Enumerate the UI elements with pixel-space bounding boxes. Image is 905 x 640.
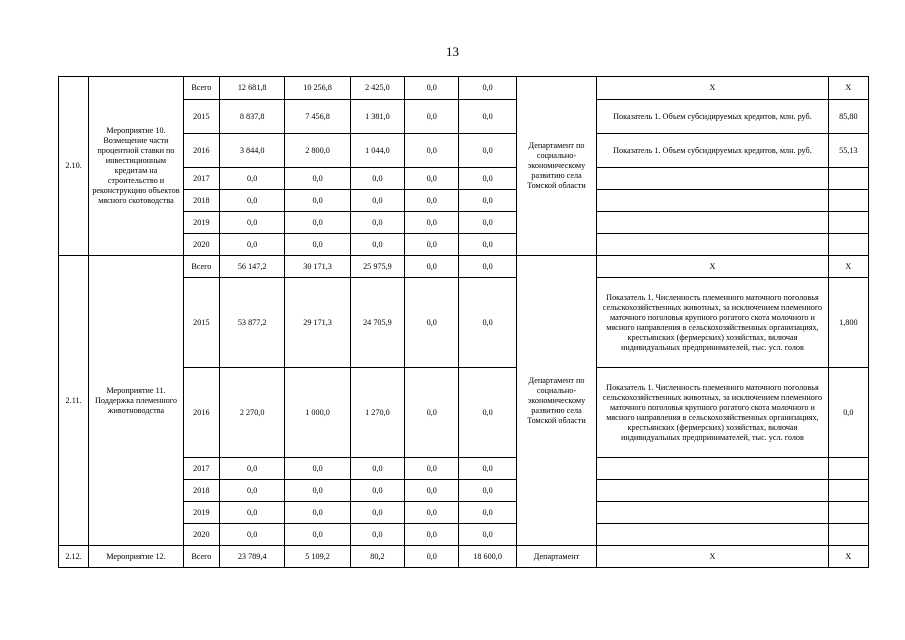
indicator-value-cell: Х (828, 546, 868, 568)
regional-cell: 0,0 (350, 190, 404, 212)
page-number: 13 (446, 44, 459, 59)
other-cell: 0,0 (459, 502, 516, 524)
local-cell: 0,0 (405, 234, 459, 256)
indicator-cell: Показатель 1. Объем субсидируемых кредитов, млн. руб. (597, 134, 828, 168)
federal-cell: 0,0 (285, 234, 350, 256)
total-cell: 3 844,0 (219, 134, 284, 168)
department-cell: Департамент по социально-экономическому развитию села Томской области (516, 256, 596, 546)
local-cell: 0,0 (405, 502, 459, 524)
regional-cell: 0,0 (350, 212, 404, 234)
federal-cell: 0,0 (285, 480, 350, 502)
federal-cell: 0,0 (285, 458, 350, 480)
department-cell: Департамент (516, 546, 596, 568)
year-cell: 2018 (183, 480, 219, 502)
federal-cell: 7 456,8 (285, 100, 350, 134)
other-cell: 18 600,0 (459, 546, 516, 568)
year-cell: Всего (183, 546, 219, 568)
total-cell: 0,0 (219, 458, 284, 480)
event-number: 2.10. (59, 77, 89, 256)
total-cell: 56 147,2 (219, 256, 284, 278)
regional-cell: 0,0 (350, 502, 404, 524)
event-number: 2.12. (59, 546, 89, 568)
event-name: Мероприятие 12. (89, 546, 184, 568)
table-row (59, 256, 869, 278)
other-cell: 0,0 (459, 212, 516, 234)
indicator-value-cell (828, 502, 868, 524)
other-cell: 0,0 (459, 524, 516, 546)
indicator-cell: Показатель 1. Численность племенного маточного поголовья сельскохозяйственных животных, за исключением племенного маточного поголовья крупного рогатого скота молочного и мясного направления в сельскохозяйственных организациях, крестьянских (фермерских) хозяйствах, включая индивидуальных предпринимателей, тыс. усл. голов (597, 278, 828, 368)
program-events-table (58, 76, 869, 568)
regional-cell: 80,2 (350, 546, 404, 568)
table-row (59, 546, 869, 568)
federal-cell: 0,0 (285, 212, 350, 234)
indicator-value-cell: 1,800 (828, 278, 868, 368)
federal-cell: 0,0 (285, 190, 350, 212)
total-cell: 12 681,8 (219, 77, 284, 100)
other-cell: 0,0 (459, 480, 516, 502)
indicator-cell (597, 212, 828, 234)
regional-cell: 0,0 (350, 524, 404, 546)
other-cell: 0,0 (459, 234, 516, 256)
federal-cell: 0,0 (285, 502, 350, 524)
indicator-value-cell: 55,13 (828, 134, 868, 168)
other-cell: 0,0 (459, 278, 516, 368)
local-cell: 0,0 (405, 134, 459, 168)
indicator-cell (597, 480, 828, 502)
year-cell: 2020 (183, 234, 219, 256)
federal-cell: 0,0 (285, 168, 350, 190)
indicator-value-cell (828, 190, 868, 212)
indicator-cell (597, 234, 828, 256)
total-cell: 0,0 (219, 212, 284, 234)
year-cell: 2015 (183, 100, 219, 134)
regional-cell: 24 705,9 (350, 278, 404, 368)
indicator-value-cell: 0,0 (828, 368, 868, 458)
total-cell: 0,0 (219, 480, 284, 502)
indicator-cell (597, 190, 828, 212)
federal-cell: 29 171,3 (285, 278, 350, 368)
other-cell: 0,0 (459, 190, 516, 212)
local-cell: 0,0 (405, 77, 459, 100)
total-cell: 8 837,8 (219, 100, 284, 134)
local-cell: 0,0 (405, 524, 459, 546)
local-cell: 0,0 (405, 480, 459, 502)
local-cell: 0,0 (405, 168, 459, 190)
department-cell: Департамент по социально-экономическому развитию села Томской области (516, 77, 596, 256)
total-cell: 53 877,2 (219, 278, 284, 368)
total-cell: 0,0 (219, 502, 284, 524)
total-cell: 0,0 (219, 168, 284, 190)
federal-cell: 5 109,2 (285, 546, 350, 568)
other-cell: 0,0 (459, 458, 516, 480)
local-cell: 0,0 (405, 256, 459, 278)
event-number: 2.11. (59, 256, 89, 546)
year-cell: 2017 (183, 168, 219, 190)
federal-cell: 0,0 (285, 524, 350, 546)
local-cell: 0,0 (405, 278, 459, 368)
indicator-cell: Показатель 1. Численность племенного маточного поголовья сельскохозяйственных животных, за исключением племенного маточного поголовья крупного рогатого скота молочного и мясного направления в сельскохозяйственных организациях, крестьянских (фермерских) хозяйствах, включая индивидуальных предпринимателей, тыс. усл. голов (597, 368, 828, 458)
federal-cell: 30 171,3 (285, 256, 350, 278)
local-cell: 0,0 (405, 546, 459, 568)
year-cell: 2016 (183, 134, 219, 168)
other-cell: 0,0 (459, 77, 516, 100)
indicator-value-cell (828, 458, 868, 480)
indicator-value-cell (828, 524, 868, 546)
year-cell: 2016 (183, 368, 219, 458)
year-cell: 2019 (183, 212, 219, 234)
regional-cell: 1 270,0 (350, 368, 404, 458)
other-cell: 0,0 (459, 168, 516, 190)
table-row (59, 77, 869, 100)
regional-cell: 0,0 (350, 234, 404, 256)
federal-cell: 1 000,0 (285, 368, 350, 458)
regional-cell: 25 975,9 (350, 256, 404, 278)
indicator-cell: Х (597, 77, 828, 100)
indicator-value-cell: 85,80 (828, 100, 868, 134)
regional-cell: 1 044,0 (350, 134, 404, 168)
local-cell: 0,0 (405, 190, 459, 212)
other-cell: 0,0 (459, 134, 516, 168)
regional-cell: 0,0 (350, 168, 404, 190)
indicator-cell: Показатель 1. Объем субсидируемых кредитов, млн. руб. (597, 100, 828, 134)
federal-cell: 2 800,0 (285, 134, 350, 168)
local-cell: 0,0 (405, 100, 459, 134)
federal-cell: 10 256,8 (285, 77, 350, 100)
year-cell: 2019 (183, 502, 219, 524)
indicator-cell (597, 168, 828, 190)
indicator-value-cell (828, 212, 868, 234)
total-cell: 0,0 (219, 190, 284, 212)
indicator-cell: Х (597, 256, 828, 278)
indicator-cell (597, 502, 828, 524)
year-cell: 2017 (183, 458, 219, 480)
year-cell: 2018 (183, 190, 219, 212)
year-cell: Всего (183, 77, 219, 100)
local-cell: 0,0 (405, 212, 459, 234)
regional-cell: 1 381,0 (350, 100, 404, 134)
table-body (59, 77, 869, 568)
regional-cell: 2 425,0 (350, 77, 404, 100)
other-cell: 0,0 (459, 368, 516, 458)
total-cell: 2 270,0 (219, 368, 284, 458)
indicator-cell (597, 524, 828, 546)
indicator-value-cell: Х (828, 77, 868, 100)
total-cell: 0,0 (219, 524, 284, 546)
indicator-value-cell (828, 168, 868, 190)
total-cell: 0,0 (219, 234, 284, 256)
year-cell: 2015 (183, 278, 219, 368)
other-cell: 0,0 (459, 100, 516, 134)
regional-cell: 0,0 (350, 458, 404, 480)
indicator-cell (597, 458, 828, 480)
local-cell: 0,0 (405, 368, 459, 458)
event-name: Мероприятие 11. Поддержка племенного животноводства (89, 256, 184, 546)
local-cell: 0,0 (405, 458, 459, 480)
event-name: Мероприятие 10. Возмещение части процентной ставки по инвестиционным кредитам на строительство и реконструкцию объектов мясного скотоводства (89, 77, 184, 256)
indicator-cell: Х (597, 546, 828, 568)
other-cell: 0,0 (459, 256, 516, 278)
year-cell: Всего (183, 256, 219, 278)
indicator-value-cell: Х (828, 256, 868, 278)
indicator-value-cell (828, 480, 868, 502)
indicator-value-cell (828, 234, 868, 256)
year-cell: 2020 (183, 524, 219, 546)
total-cell: 23 789,4 (219, 546, 284, 568)
regional-cell: 0,0 (350, 480, 404, 502)
